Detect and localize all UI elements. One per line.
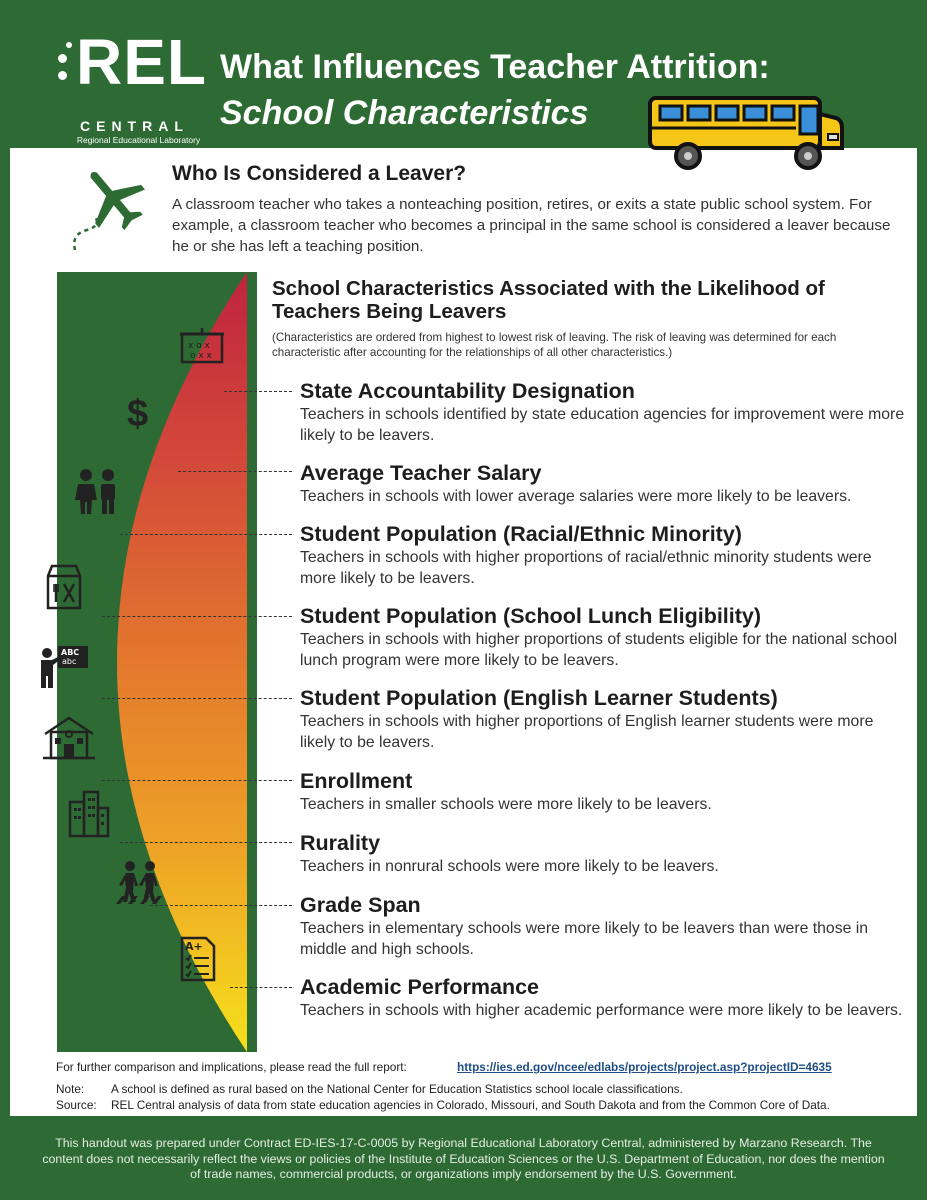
dollar-icon: $ [127, 393, 149, 435]
footer-disclaimer: This handout was prepared under Contract ED-IES-17-C-0005 by Regional Educational Laboratory Central, administered by Marzano Research. The content does not necessarily reflect the views or policies of the Institute of Education Sciences or the U.S. Department of Education, nor does the mention of trade names, commercial products, or organizations imply endorsement by the U.S. Government. [42, 1136, 885, 1181]
characteristic-text: Teachers in schools with higher academic performance were more likely to be leavers. [300, 1002, 903, 1019]
characteristic-title: State Accountability Designation [300, 379, 635, 403]
characteristics-heading: School Characteristics Associated with the Likelihood of Teachers Being Leavers [272, 277, 825, 323]
page-subtitle: School Characteristics [220, 94, 589, 132]
leader-line [178, 471, 292, 472]
characteristic-text: Teachers in schools with higher proportions of students eligible for the national school lunch program were more likely to be leavers. [300, 631, 898, 669]
crosswalk-icon [114, 860, 166, 906]
leader-line [102, 616, 292, 617]
logo-subtitle-line1: Regional Educational Laboratory [76, 135, 201, 145]
characteristic-text: Teachers in schools with higher proportions of racial/ethnic minority students were more likely to be leavers. [300, 549, 872, 587]
characteristic-text: Teachers in schools with higher proportions of English learner students were more likely to be leavers. [300, 713, 874, 751]
logo-region: CENTRAL [80, 118, 189, 134]
characteristic-text: Teachers in smaller schools were more likely to be leavers. [300, 796, 712, 813]
characteristic-title: Student Population (School Lunch Eligibility) [300, 604, 762, 628]
leader-line [224, 391, 292, 392]
characteristics-note: (Characteristics are ordered from highest to lowest risk of leaving. The risk of leaving was determined for each characteristic after accounting for the relationships of all other characteristics.) [272, 331, 837, 359]
characteristic-item [300, 685, 910, 753]
characteristic-text: Teachers in elementary schools were more likely to be leavers than were those in middle and high schools. [300, 920, 869, 958]
characteristic-item [300, 768, 910, 815]
characteristic-item [300, 974, 910, 1021]
characteristic-title: Student Population (Racial/Ethnic Minority) [300, 522, 742, 546]
characteristic-title: Average Teacher Salary [300, 461, 542, 485]
characteristic-item [300, 378, 910, 446]
note-row [56, 1082, 683, 1096]
leader-line [102, 698, 292, 699]
characteristic-item [300, 460, 910, 507]
students-icon [70, 468, 126, 514]
page-title: What Influences Teacher Attrition: [220, 48, 770, 86]
svg-text:A+: A+ [185, 940, 203, 953]
characteristic-title: Enrollment [300, 769, 413, 793]
characteristic-title: Student Population (English Learner Students) [300, 686, 778, 710]
characteristic-item [300, 603, 910, 671]
strategy-board-icon [178, 328, 226, 368]
leader-line [102, 780, 292, 781]
characteristic-title: Academic Performance [300, 975, 539, 999]
characteristic-item [300, 830, 910, 877]
logo-name: REL [76, 26, 207, 98]
characteristic-item [300, 892, 910, 960]
airplane-icon [65, 168, 155, 258]
svg-text:abc: abc [62, 657, 77, 666]
characteristic-item [300, 521, 910, 589]
lunch-icon [42, 562, 86, 610]
leader-line [230, 987, 292, 988]
abc-teacher-icon [38, 644, 90, 690]
city-buildings-icon [68, 788, 110, 838]
school-bus-icon [648, 96, 846, 172]
svg-text:o x x: o x x [190, 351, 212, 361]
further-reading-text: For further comparison and implications, please read the full report: [56, 1060, 407, 1074]
characteristic-title: Grade Span [300, 893, 421, 917]
characteristic-title: Rurality [300, 831, 381, 855]
characteristic-text: Teachers in schools with lower average salaries were more likely to be leavers. [300, 488, 852, 505]
leaver-heading: Who Is Considered a Leaver? [172, 162, 467, 185]
source-text: REL Central analysis of data from state education agencies in Colorado, Missouri, and South Dakota and from the Common Core of Data. [111, 1098, 830, 1112]
svg-text:x o x: x o x [188, 341, 210, 351]
leader-line [150, 905, 292, 906]
schoolhouse-icon [43, 714, 95, 760]
svg-text:ABC: ABC [61, 648, 80, 657]
source-label: Source: [56, 1098, 97, 1112]
leader-line [120, 842, 292, 843]
report-link[interactable]: https://ies.ed.gov/ncee/edlabs/projects/project.asp?projectID=4635 [457, 1060, 832, 1074]
leader-line [120, 534, 292, 535]
note-label: Note: [56, 1082, 85, 1096]
graded-paper-icon [178, 934, 218, 982]
source-row [56, 1098, 830, 1112]
characteristic-text: Teachers in nonrural schools were more likely to be leavers. [300, 858, 719, 875]
note-text: A school is defined as rural based on the National Center for Education Statistics school locale classifications. [111, 1082, 683, 1096]
logo-dots [58, 42, 72, 88]
leaver-definition: A classroom teacher who takes a nonteaching position, retires, or exits a state public school system. For example, a classroom teacher who becomes a principal in the same school is considered a leaver because he or she has left a teaching position. [172, 196, 891, 255]
characteristic-text: Teachers in schools identified by state education agencies for improvement were more likely to be leavers. [300, 406, 905, 444]
main-panel [10, 148, 917, 1116]
